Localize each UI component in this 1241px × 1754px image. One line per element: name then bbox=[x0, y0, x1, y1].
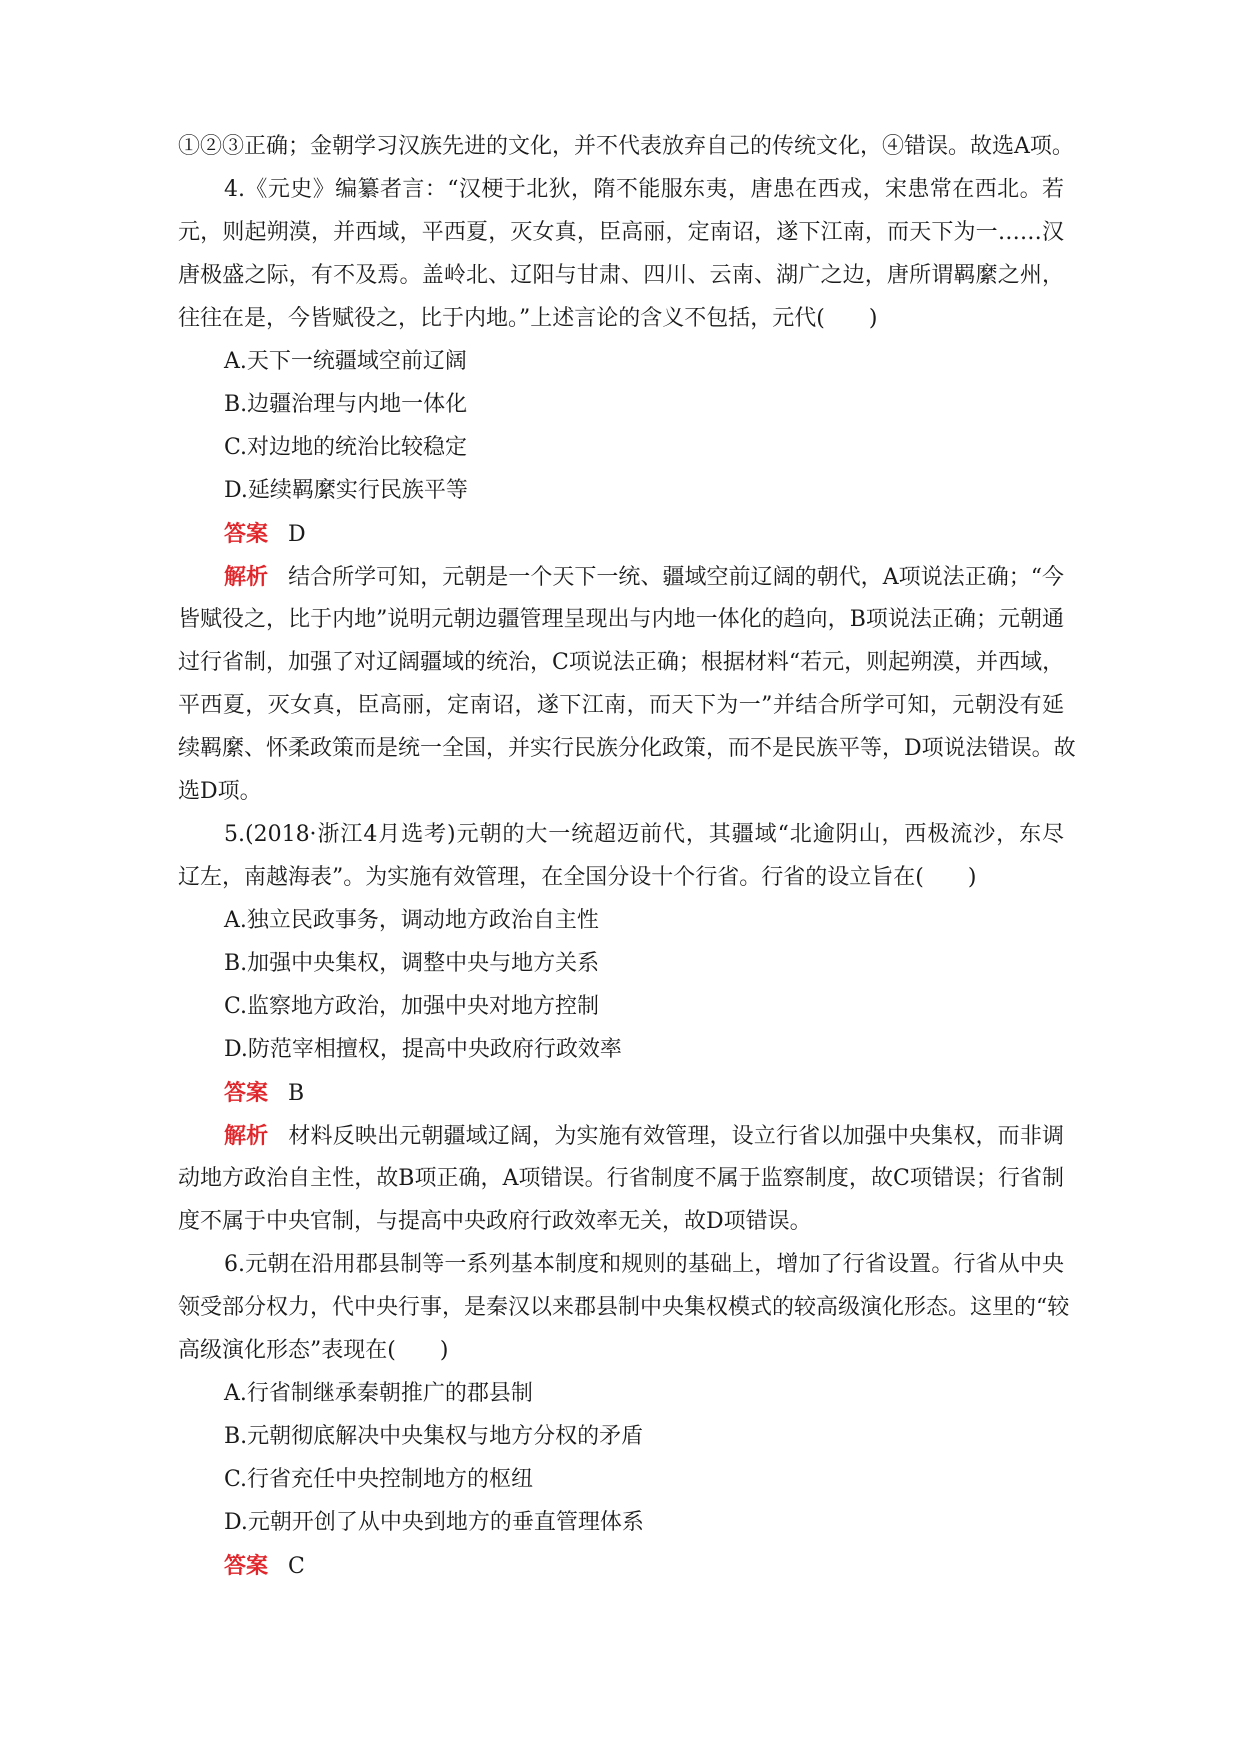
question-4-stem: 4.《元史》编纂者言：“汉梗于北狄，隋不能服东夷，唐患在西戎，宋患常在西北。若 bbox=[224, 177, 1064, 202]
question-6-option-c: C.行省充任中央控制地方的枢纽 bbox=[224, 1467, 534, 1492]
question-4-explanation: 续羁縻、怀柔政策而是统一全国，并实行民族分化政策，而不是民族平等，D项说法错误。故 bbox=[178, 736, 1076, 761]
question-5-option-c: C.监察地方政治，加强中央对地方控制 bbox=[224, 994, 600, 1019]
question-6-stem: 高级演化形态”表现在( ) bbox=[178, 1338, 449, 1363]
question-4-stem: 往往在是，今皆赋役之，比于内地。”上述言论的含义不包括，元代( ) bbox=[178, 306, 878, 331]
question-4-explanation: 平西夏，灭女真，臣高丽，定南诏，遂下江南，而天下为一”并结合所学可知，元朝没有延 bbox=[178, 693, 1065, 718]
question-5-stem: 辽左，南越海表”。为实施有效管理，在全国分设十个行省。行省的设立旨在( ) bbox=[178, 865, 977, 890]
question-5-option-b: B.加强中央集权，调整中央与地方关系 bbox=[224, 951, 600, 976]
question-4-explanation: 选D项。 bbox=[178, 779, 262, 804]
question-5-stem: 5.(2018·浙江4月选考)元朝的大一统超迈前代，其疆域“北逾阴山，西极流沙，东尽 bbox=[224, 822, 1064, 847]
question-5-option-d: D.防范宰相擅权，提高中央政府行政效率 bbox=[224, 1037, 622, 1062]
question-5-option-a: A.独立民政事务，调动地方政治自主性 bbox=[224, 908, 599, 933]
answer-value: D bbox=[288, 522, 306, 547]
question-5-explanation bbox=[224, 1121, 1064, 1151]
answer-label: 答案 bbox=[224, 1080, 269, 1106]
question-6-stem: 6.元朝在沿用郡县制等一系列基本制度和规则的基础上，增加了行省设置。行省从中央 bbox=[224, 1252, 1064, 1277]
question-5-explanation: 度不属于中央官制，与提高中央政府行政效率无关，故D项错误。 bbox=[178, 1209, 812, 1234]
question-4-option-c: C.对边地的统治比较稳定 bbox=[224, 435, 468, 460]
explanation-label: 解析 bbox=[224, 1123, 269, 1149]
question-6-option-a: A.行省制继承秦朝推广的郡县制 bbox=[224, 1381, 533, 1406]
question-4-explanation: 过行省制，加强了对辽阔疆域的统治，C项说法正确；根据材料“若元，则起朔漠，并西域， bbox=[178, 650, 1065, 675]
question-5-explanation: 动地方政治自主性，故B项正确，A项错误。行省制度不属于监察制度，故C项错误；行省制 bbox=[178, 1166, 1064, 1191]
question-6-stem: 领受部分权力，代中央行事，是秦汉以来郡县制中央集权模式的较高级演化形态。这里的“较 bbox=[178, 1295, 1070, 1320]
question-5-answer bbox=[224, 1078, 1110, 1108]
answer-value: B bbox=[288, 1081, 305, 1106]
question-4-explanation bbox=[224, 562, 1064, 592]
question-6-option-b: B.元朝彻底解决中央集权与地方分权的矛盾 bbox=[224, 1424, 644, 1449]
explanation-label: 解析 bbox=[224, 564, 269, 590]
explanation-text: 材料反映出元朝疆域辽阔，为实施有效管理，设立行省以加强中央集权，而非调 bbox=[288, 1124, 1064, 1149]
question-4-stem: 元，则起朔漠，并西域，平西夏，灭女真，臣高丽，定南诏，遂下江南，而天下为一……汉 bbox=[178, 220, 1064, 245]
question-4-stem: 唐极盛之际，有不及焉。盖岭北、辽阳与甘肃、四川、云南、湖广之边，唐所谓羁縻之州， bbox=[178, 263, 1064, 288]
question-4-option-b: B.边疆治理与内地一体化 bbox=[224, 392, 468, 417]
answer-label: 答案 bbox=[224, 521, 269, 547]
question-4-option-a: A.天下一统疆域空前辽阔 bbox=[224, 349, 467, 374]
question-4-option-d: D.延续羁縻实行民族平等 bbox=[224, 478, 468, 503]
text-line: ①②③正确；金朝学习汉族先进的文化，并不代表放弃自己的传统文化，④错误。故选A项。 bbox=[178, 134, 1074, 159]
question-4-explanation: 皆赋役之，比于内地”说明元朝边疆管理呈现出与内地一体化的趋向，B项说法正确；元朝通 bbox=[178, 607, 1064, 632]
explanation-text: 结合所学可知，元朝是一个天下一统、疆域空前辽阔的朝代，A项说法正确；“今 bbox=[288, 565, 1064, 590]
answer-label: 答案 bbox=[224, 1553, 269, 1579]
question-6-answer bbox=[224, 1551, 1110, 1581]
question-4-answer bbox=[224, 519, 1110, 549]
question-6-option-d: D.元朝开创了从中央到地方的垂直管理体系 bbox=[224, 1510, 644, 1535]
answer-value: C bbox=[288, 1554, 305, 1579]
